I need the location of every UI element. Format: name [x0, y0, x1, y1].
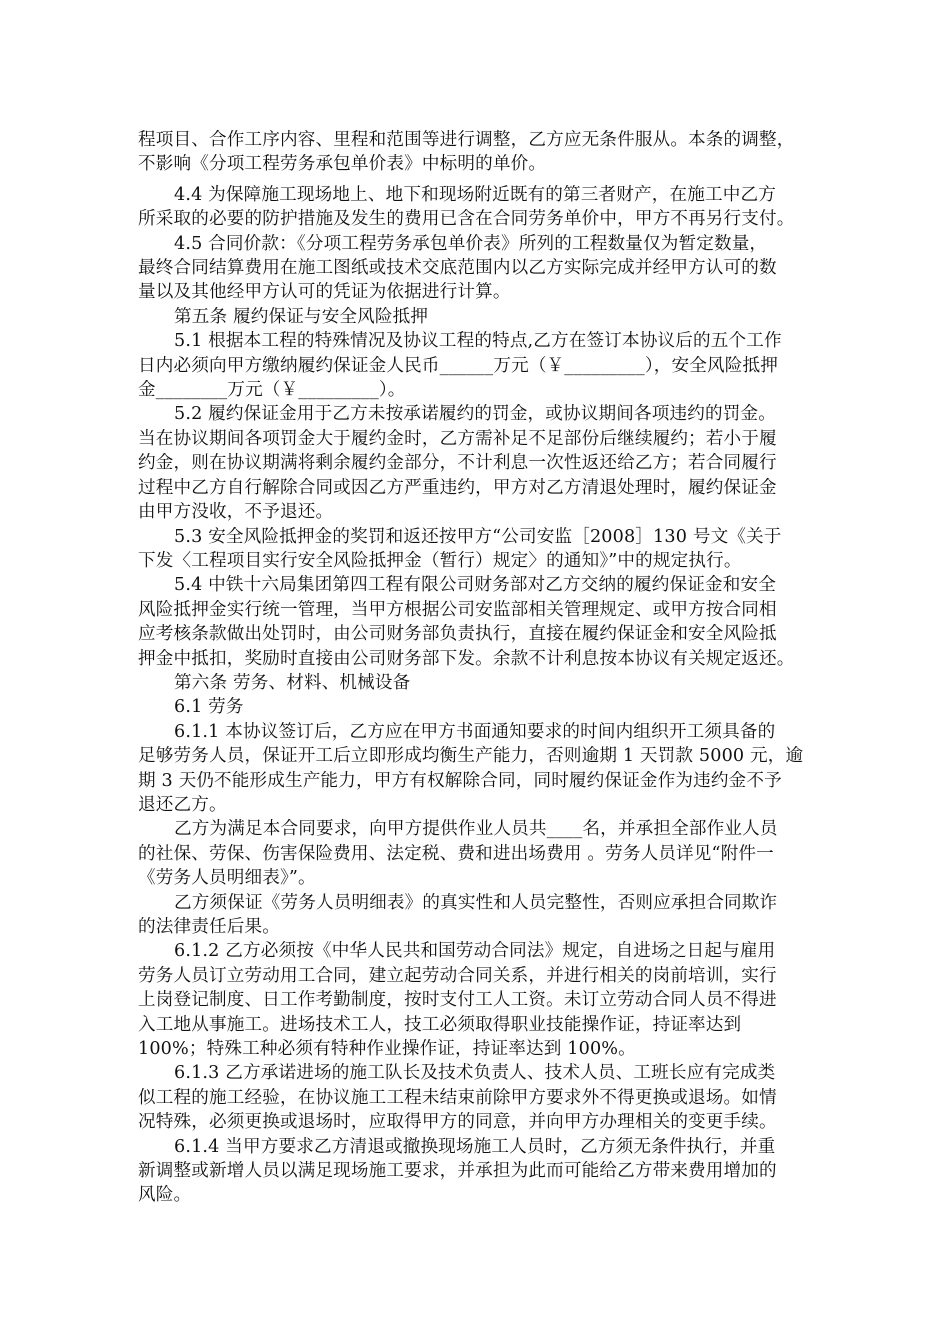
text-line: 4.4 为保障施工现场地上、地下和现场附近既有的第三者财产，在施工中乙方 — [174, 184, 776, 205]
text-line: 当在协议期间各项罚金大于履约金时，乙方需补足不足部份后继续履约；若小于履 — [138, 428, 777, 449]
text-line: 第六条 劳务、材料、机械设备 — [174, 672, 411, 693]
text-line: 的社保、劳保、伤害保险费用、法定税、费和进出场费用 。劳务人员详见“附件一 — [138, 843, 774, 864]
text-line: 5.1 根据本工程的特殊情况及协议工程的特点,乙方在签订本协议后的五个工作 — [174, 331, 782, 352]
text-line: 金________万元（￥_________）。 — [138, 380, 406, 401]
text-line: 约金，则在协议期满将剩余履约金部分，不计利息一次性返还给乙方；若合同履行 — [138, 453, 777, 474]
text-line: 5.3 安全风险抵押金的奖罚和返还按甲方“公司安监［2008］130 号文《关于 — [174, 526, 782, 547]
text-line: 风险。 — [138, 1185, 192, 1206]
text-line: 100%；特殊工种必须有特种作业操作证，持证率达到 100%。 — [138, 1039, 636, 1060]
text-line: 所采取的必要的防护措施及发生的费用已含在合同劳务单价中，甲方不再另行支付。 — [138, 209, 795, 230]
text-line: 似工程的施工经验，在协议施工工程未结束前除甲方要求外不得更换或退场。如情 — [138, 1087, 777, 1108]
text-line: 第五条 履约保证与安全风险抵押 — [174, 306, 429, 327]
text-line: 量以及其他经甲方认可的凭证为依据进行计算。 — [138, 282, 511, 303]
text-line: 新调整或新增人员以满足现场施工要求，并承担为此而可能给乙方带来费用增加的 — [138, 1161, 777, 1182]
text-line: 应考核条款做出处罚时，由公司财务部负责执行，直接在履约保证金和安全风险抵 — [138, 624, 777, 645]
text-line: 退还乙方。 — [138, 794, 227, 815]
text-line: 6.1.1 本协议签订后，乙方应在甲方书面通知要求的时间内组织开工须具备的 — [174, 721, 776, 742]
text-line: 过程中乙方自行解除合同或因乙方严重违约，甲方对乙方清退处理时，履约保证金 — [138, 477, 777, 498]
text-line: 《劳务人员明细表》”。 — [138, 868, 316, 889]
text-line: 下发〈工程项目实行安全风险抵押金（暂行）规定〉的通知》”中的规定执行。 — [138, 550, 742, 571]
text-line: 5.4 中铁十六局集团第四工程有限公司财务部对乙方交纳的履约保证金和安全 — [174, 575, 776, 596]
text-line: 6.1 劳务 — [174, 697, 244, 718]
text-line: 乙方为满足本合同要求，向甲方提供作业人员共____名，并承担全部作业人员 — [174, 819, 778, 840]
text-line: 不影响《分项工程劳务承包单价表》中标明的单价。 — [138, 154, 547, 175]
text-line: 6.1.4 当甲方要求乙方清退或撤换现场施工人员时，乙方须无条件执行，并重 — [174, 1136, 776, 1157]
text-line: 5.2 履约保证金用于乙方未按承诺履约的罚金，或协议期间各项违约的罚金。 — [174, 404, 776, 425]
text-line: 上岗登记制度、日工作考勤制度，按时支付工人工资。未订立劳动合同人员不得进 — [138, 990, 777, 1011]
text-line: 6.1.2 乙方必须按《中华人民共和国劳动合同法》规定，自进场之日起与雇用 — [174, 941, 776, 962]
text-line: 押金中抵扣，奖励时直接由公司财务部下发。余款不计利息按本协议有关规定返还。 — [138, 648, 795, 669]
text-line: 入工地从事施工。进场技术工人，技工必须取得职业技能操作证，持证率达到 — [138, 1014, 742, 1035]
text-line: 风险抵押金实行统一管理，当甲方根据公司安监部相关管理规定、或甲方按合同相 — [138, 599, 777, 620]
text-line: 的法律责任后果。 — [138, 917, 280, 937]
text-line: 乙方须保证《劳务人员明细表》的真实性和人员完整性，否则应承担合同欺诈 — [174, 892, 778, 913]
text-line: 日内必须向甲方缴纳履约保证金人民币______万元（￥_________），安全风险抵押 — [138, 355, 778, 376]
text-line: 由甲方没收，不予退还。 — [138, 502, 334, 523]
text-line: 程项目、合作工序内容、里程和范围等进行调整，乙方应无条件服从。本条的调整， — [138, 130, 795, 150]
text-line: 6.1.3 乙方承诺进场的施工队长及技术负责人、技术人员、工班长应有完成类 — [174, 1063, 776, 1084]
text-line: 足够劳务人员，保证开工后立即形成均衡生产能力，否则逾期 1 天罚款 5000 元，逾 — [138, 746, 804, 767]
text-line: 期 3 天仍不能形成生产能力，甲方有权解除合同，同时履约保证金作为违约金不予 — [138, 770, 782, 791]
text-line: 最终合同结算费用在施工图纸或技术交底范围内以乙方实际完成并经甲方认可的数 — [138, 258, 777, 279]
text-line: 4.5 合同价款：《分项工程劳务承包单价表》所列的工程数量仅为暂定数量， — [174, 233, 768, 254]
text-line: 况特殊，必须更换或退场时，应取得甲方的同意，并向甲方办理相关的变更手续。 — [138, 1112, 777, 1133]
document-body — [138, 128, 850, 1208]
text-line: 劳务人员订立劳动用工合同，建立起劳动合同关系，并进行相关的岗前培训，实行 — [138, 965, 777, 986]
